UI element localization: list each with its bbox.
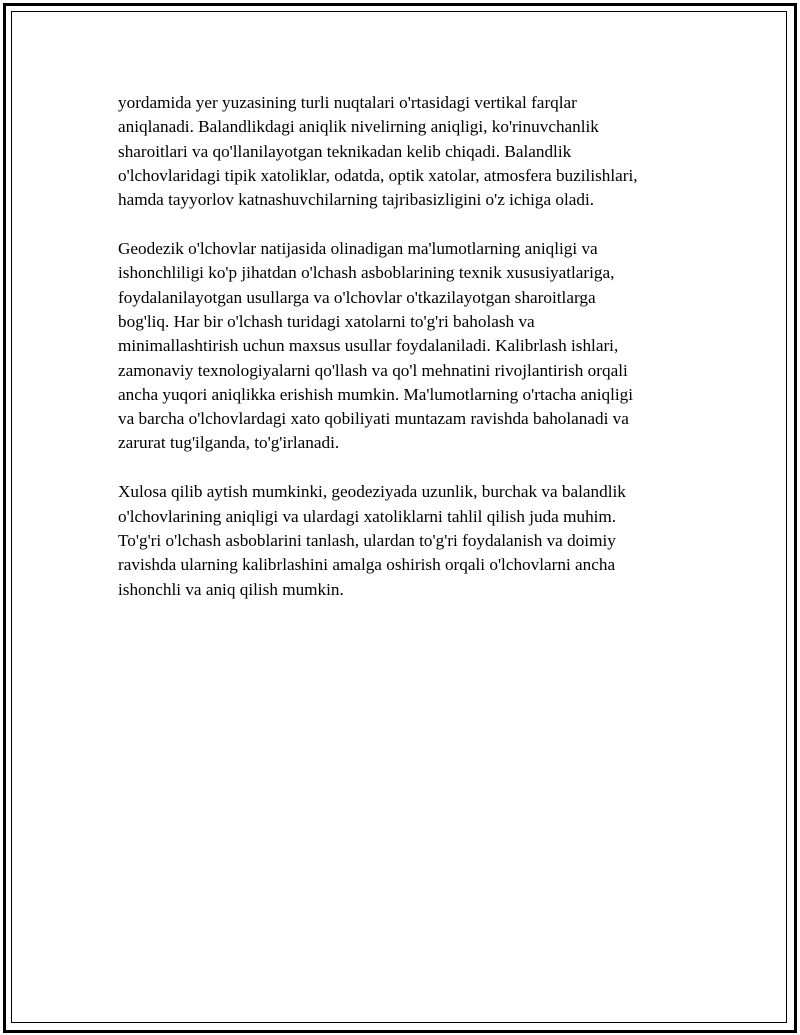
document-body: [118, 91, 690, 626]
paragraph-1: [118, 91, 690, 212]
paragraph-line: ravishda ularning kalibrlashini amalga oshirish orqali o'lchovlarni ancha: [118, 555, 616, 575]
paragraph-line: foydalanilayotgan usullarga va o'lchovlar o'tkazilayotgan sharoitlarga: [118, 287, 596, 307]
paragraph-line: Geodezik o'lchovlar natijasida olinadigan ma'lumotlarning aniqligi va: [118, 239, 598, 259]
paragraph-line: ishonchli va aniq qilish mumkin.: [118, 579, 344, 599]
paragraph-line: minimallashtirish uchun maxsus usullar foydalaniladi. Kalibrlash ishlari,: [118, 336, 619, 356]
paragraph-line: To'g'ri o'lchash asboblarini tanlash, ulardan to'g'ri foydalanish va doimiy: [118, 530, 616, 550]
paragraph-line: va barcha o'lchovlardagi xato qobiliyati muntazam ravishda baholanadi va: [118, 409, 629, 429]
paragraph-line: o'lchovlarining aniqligi va ulardagi xatoliklarni tahlil qilish juda muhim.: [118, 506, 617, 526]
paragraph-2: [118, 237, 690, 456]
paragraph-line: o'lchovlaridagi tipik xatoliklar, odatda, optik xatolar, atmosfera buzilishlari,: [118, 165, 638, 185]
paragraph-line: sharoitlari va qo'llanilayotgan teknikadan kelib chiqadi. Balandlik: [118, 141, 572, 161]
paragraph-line: yordamida yer yuzasining turli nuqtalari o'rtasidagi vertikal farqlar: [118, 93, 577, 112]
paragraph-line: zarurat tug'ilganda, to'g'irlanadi.: [118, 433, 340, 453]
paragraph-line: zamonaviy texnologiyalarni qo'llash va qo'l mehnatini rivojlantirish orqali: [118, 360, 628, 380]
paragraph-line: aniqlanadi. Balandlikdagi aniqlik nivelirning aniqligi, ko'rinuvchanlik: [118, 117, 599, 137]
paragraph-line: bog'liq. Har bir o'lchash turidagi xatolarni to'g'ri baholash va: [118, 311, 535, 331]
paragraph-line: hamda tayyorlov katnashuvchilarning tajribasizligini o'z ichiga oladi.: [118, 190, 595, 210]
paragraph-line: Xulosa qilib aytish mumkinki, geodeziyada uzunlik, burchak va balandlik: [118, 482, 626, 502]
paragraph-line: ishonchliligi ko'p jihatdan o'lchash asboblarining texnik xususiyatlariga,: [118, 263, 615, 283]
paragraph-line: ancha yuqori aniqlikka erishish mumkin. Ma'lumotlarning o'rtacha aniqligi: [118, 384, 634, 404]
paragraph-3: [118, 480, 690, 601]
